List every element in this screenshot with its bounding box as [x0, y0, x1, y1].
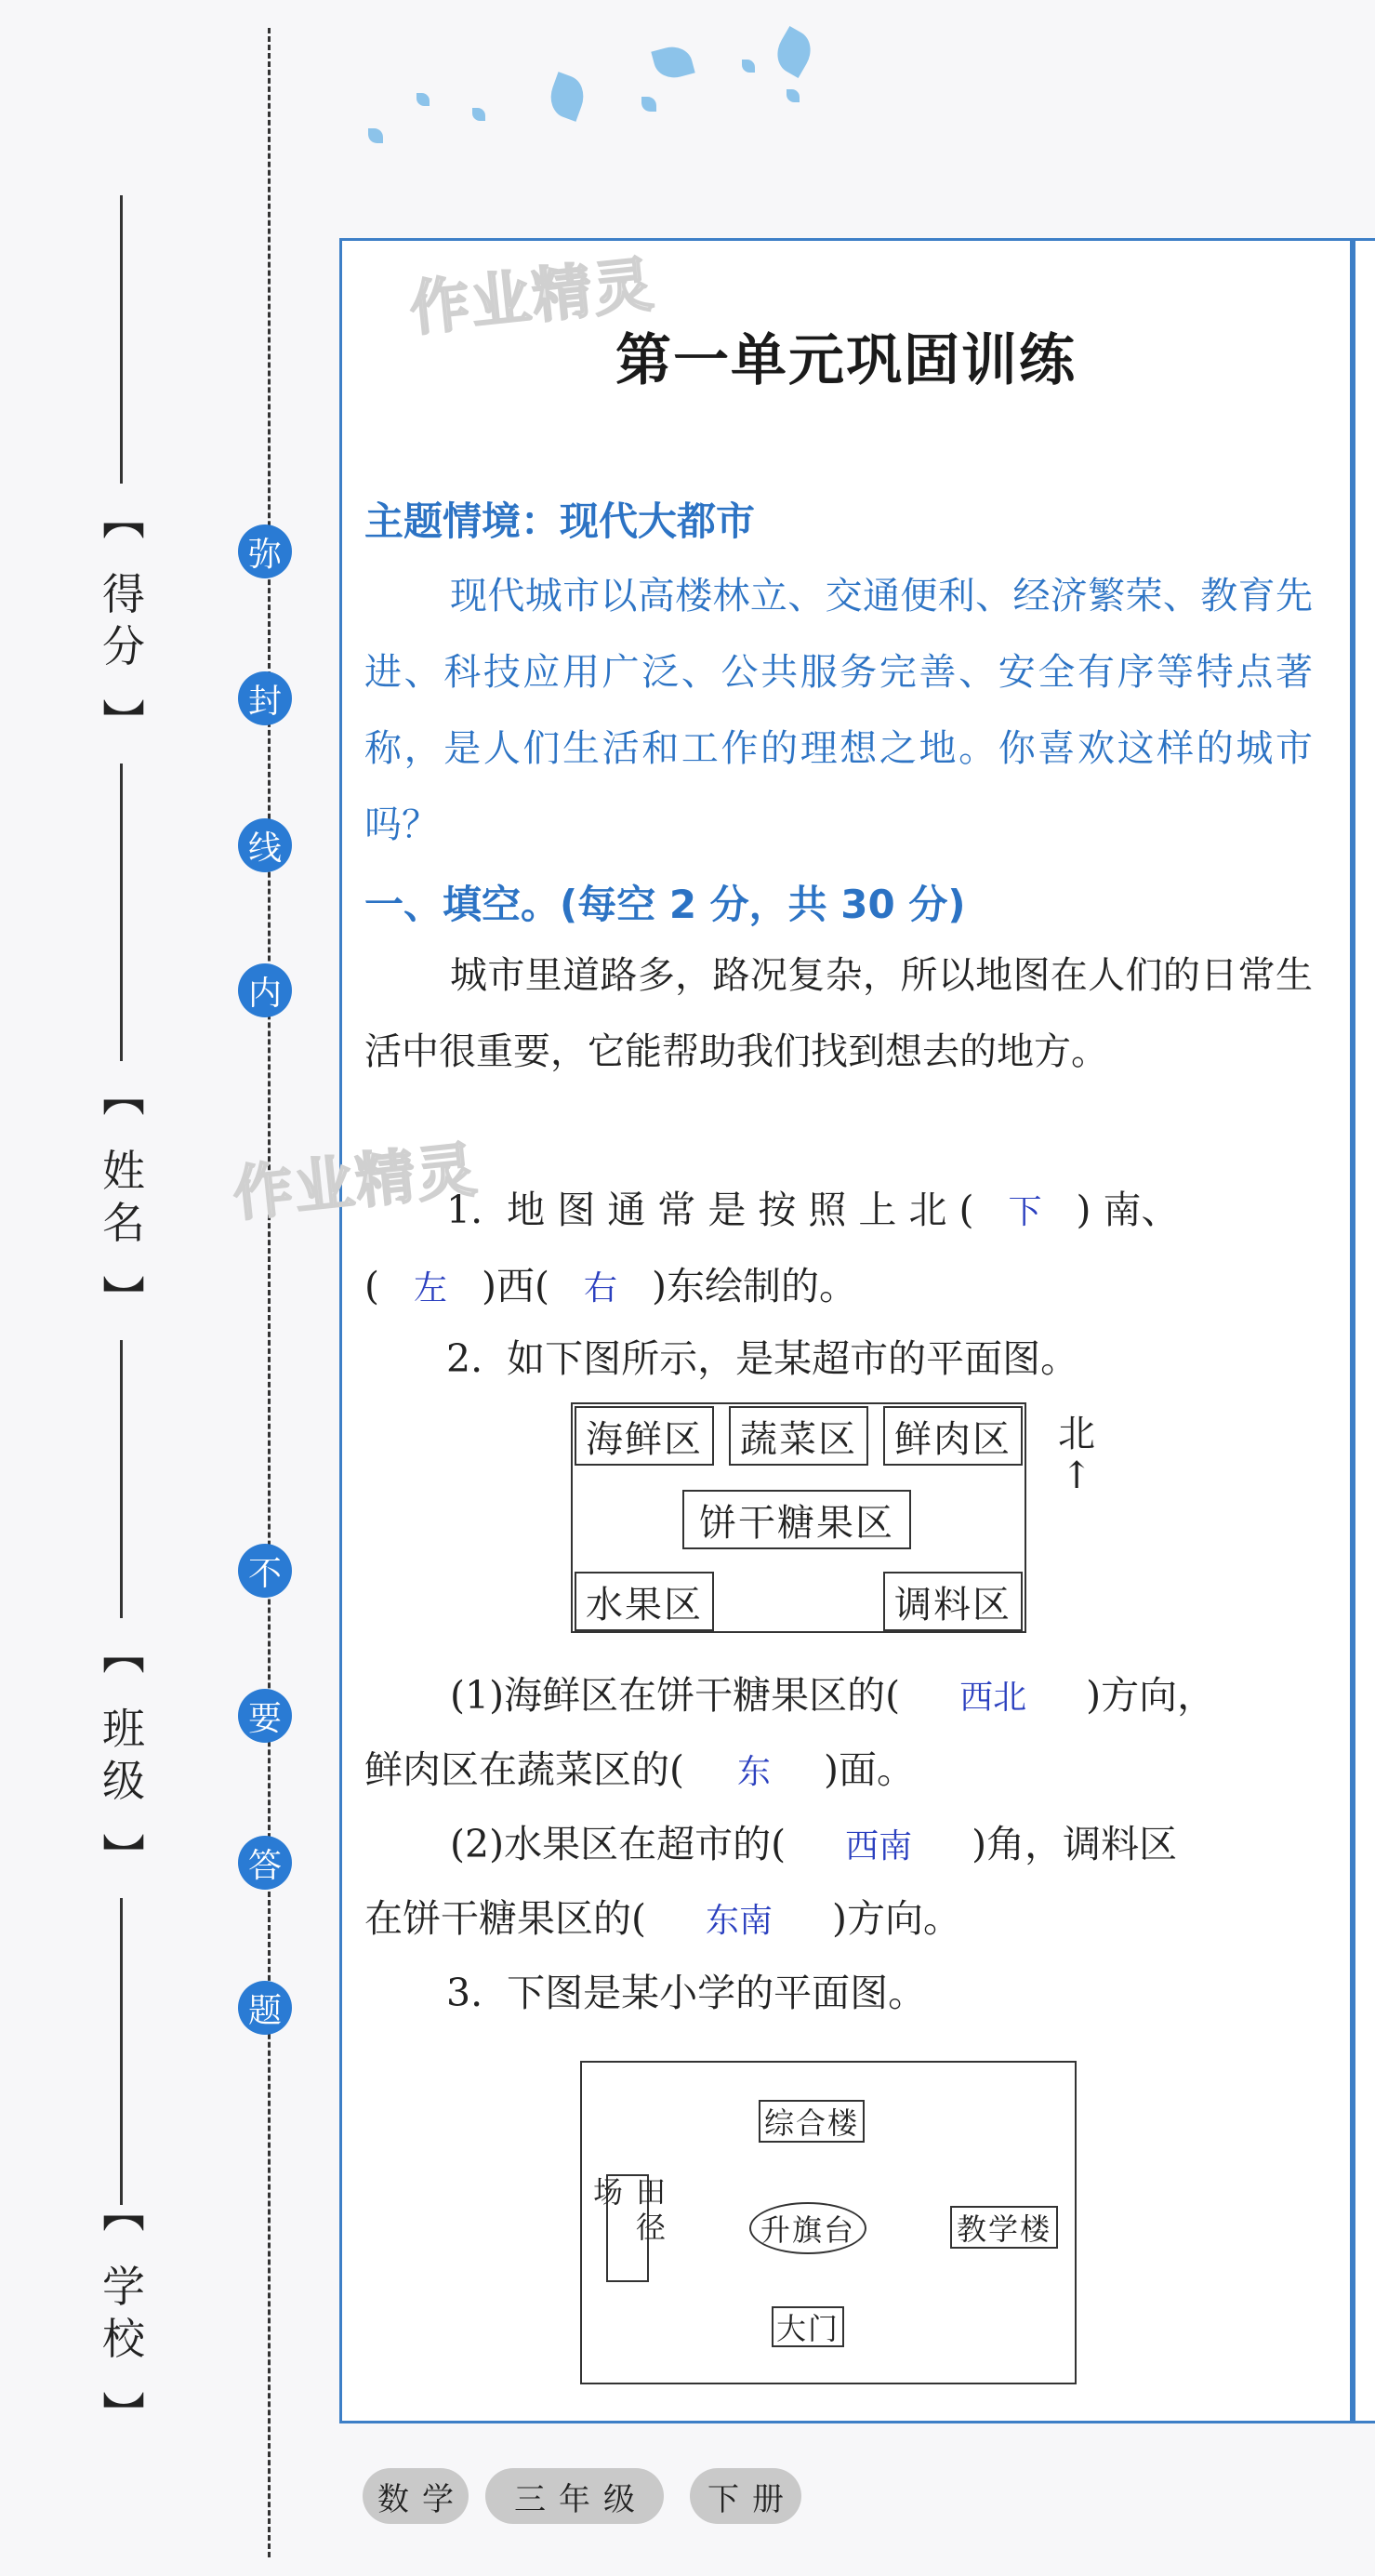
next-page-edge [1353, 238, 1375, 2423]
score-field [88, 195, 153, 1061]
plan-fruit: 水果区 [575, 1572, 714, 1631]
q2-answer-3: 西南 [845, 1827, 913, 1866]
seal-char: 答 [238, 1836, 292, 1890]
binding-dashed-line [268, 28, 271, 2557]
plan-teaching-building: 教学楼 [950, 2206, 1058, 2249]
north-arrow-icon: ↑ [1061, 1454, 1092, 1497]
score-label: 【 得分 】 [96, 497, 146, 751]
q1-answer-2: 左 [413, 1269, 447, 1308]
q1-line2: ( 左 )西( 右 )东绘制的。 [364, 1264, 857, 1308]
q2-sub2-line2: 在饼干糖果区的( 东南 )方向。 [364, 1896, 961, 1941]
name-label: 【 姓名 】 [96, 1073, 146, 1328]
q3-stem: 3. 下图是某小学的平面图。 [446, 1971, 927, 2015]
footer-subject: 数学 [363, 2468, 469, 2524]
section1-heading: 一、填空。(每空 2 分，共 30 分) [364, 882, 966, 927]
seal-char: 内 [238, 963, 292, 1017]
plan-flag-platform: 升旗台 [749, 2202, 866, 2254]
plan-sports-field: 田径场 [606, 2174, 649, 2282]
class-field [88, 1525, 153, 2205]
theme-text: 现代城市以高楼林立、交通便利、经济繁荣、教育先进、科技应用广泛、公共服务完善、安全有序等特点著称，是人们生活和工作的理想之地。你喜欢这样的城市吗？ [364, 575, 1313, 846]
q1-answer-3: 右 [583, 1269, 617, 1308]
supermarket-plan [571, 1402, 1026, 1633]
footer-grade: 三年级 [485, 2468, 664, 2524]
q2-sub1-line1: (1)海鲜区在饼干糖果区的( 西北 )方向， [450, 1673, 1216, 1718]
class-label: 【 班级 】 [96, 1631, 146, 1886]
school-field [88, 2158, 153, 2456]
seal-char: 要 [238, 1689, 292, 1743]
q2-sub1-line2: 鲜肉区在蔬菜区的( 东 )面。 [364, 1747, 915, 1792]
plan-vegetables: 蔬菜区 [729, 1406, 868, 1466]
north-indicator [1058, 1404, 1095, 1497]
seal-char: 题 [238, 1981, 292, 2035]
seal-char: 线 [238, 818, 292, 872]
watermark-logo: 作业精灵 [406, 250, 658, 345]
plan-meat: 鲜肉区 [883, 1406, 1023, 1466]
north-label: 北 [1058, 1413, 1095, 1455]
q2-sub2-line1: (2)水果区在超市的( 西南 )角，调料区 [450, 1822, 1178, 1866]
page-title: 第一单元巩固训练 [615, 328, 1077, 393]
seal-char: 封 [238, 671, 292, 725]
q2-answer-4: 东南 [705, 1902, 773, 1940]
q1-answer-1: 下 [1008, 1193, 1042, 1231]
plan-snacks: 饼干糖果区 [682, 1490, 911, 1549]
q2-answer-2: 东 [736, 1753, 771, 1791]
watermark-logo: 作业精灵 [230, 1135, 482, 1230]
section1-intro: 城市里道路多，路况复杂，所以地图在人们的日常生活中很重要，它能帮助我们找到想去的地方。 [364, 954, 1313, 1073]
plan-seasoning: 调料区 [883, 1572, 1023, 1631]
plan-complex-building: 综合楼 [759, 2100, 865, 2143]
plan-gate: 大门 [772, 2306, 844, 2347]
theme-heading: 主题情境：现代大都市 [364, 498, 756, 544]
seal-char: 弥 [238, 524, 292, 578]
name-field [88, 986, 153, 1563]
footer-volume: 下册 [690, 2468, 801, 2524]
plan-seafood: 海鲜区 [575, 1406, 714, 1466]
seal-char: 不 [238, 1544, 292, 1598]
school-label: 【 学校 】 [96, 2189, 146, 2444]
school-plan [580, 2061, 1077, 2384]
q1-line1: 1. 地 图 通 常 是 按 照 上 北 ( 下 ) 南、 [446, 1188, 1180, 1232]
q2-answer-1: 西北 [959, 1679, 1027, 1717]
q2-stem: 2. 如下图所示，是某超市的平面图。 [446, 1336, 1079, 1381]
